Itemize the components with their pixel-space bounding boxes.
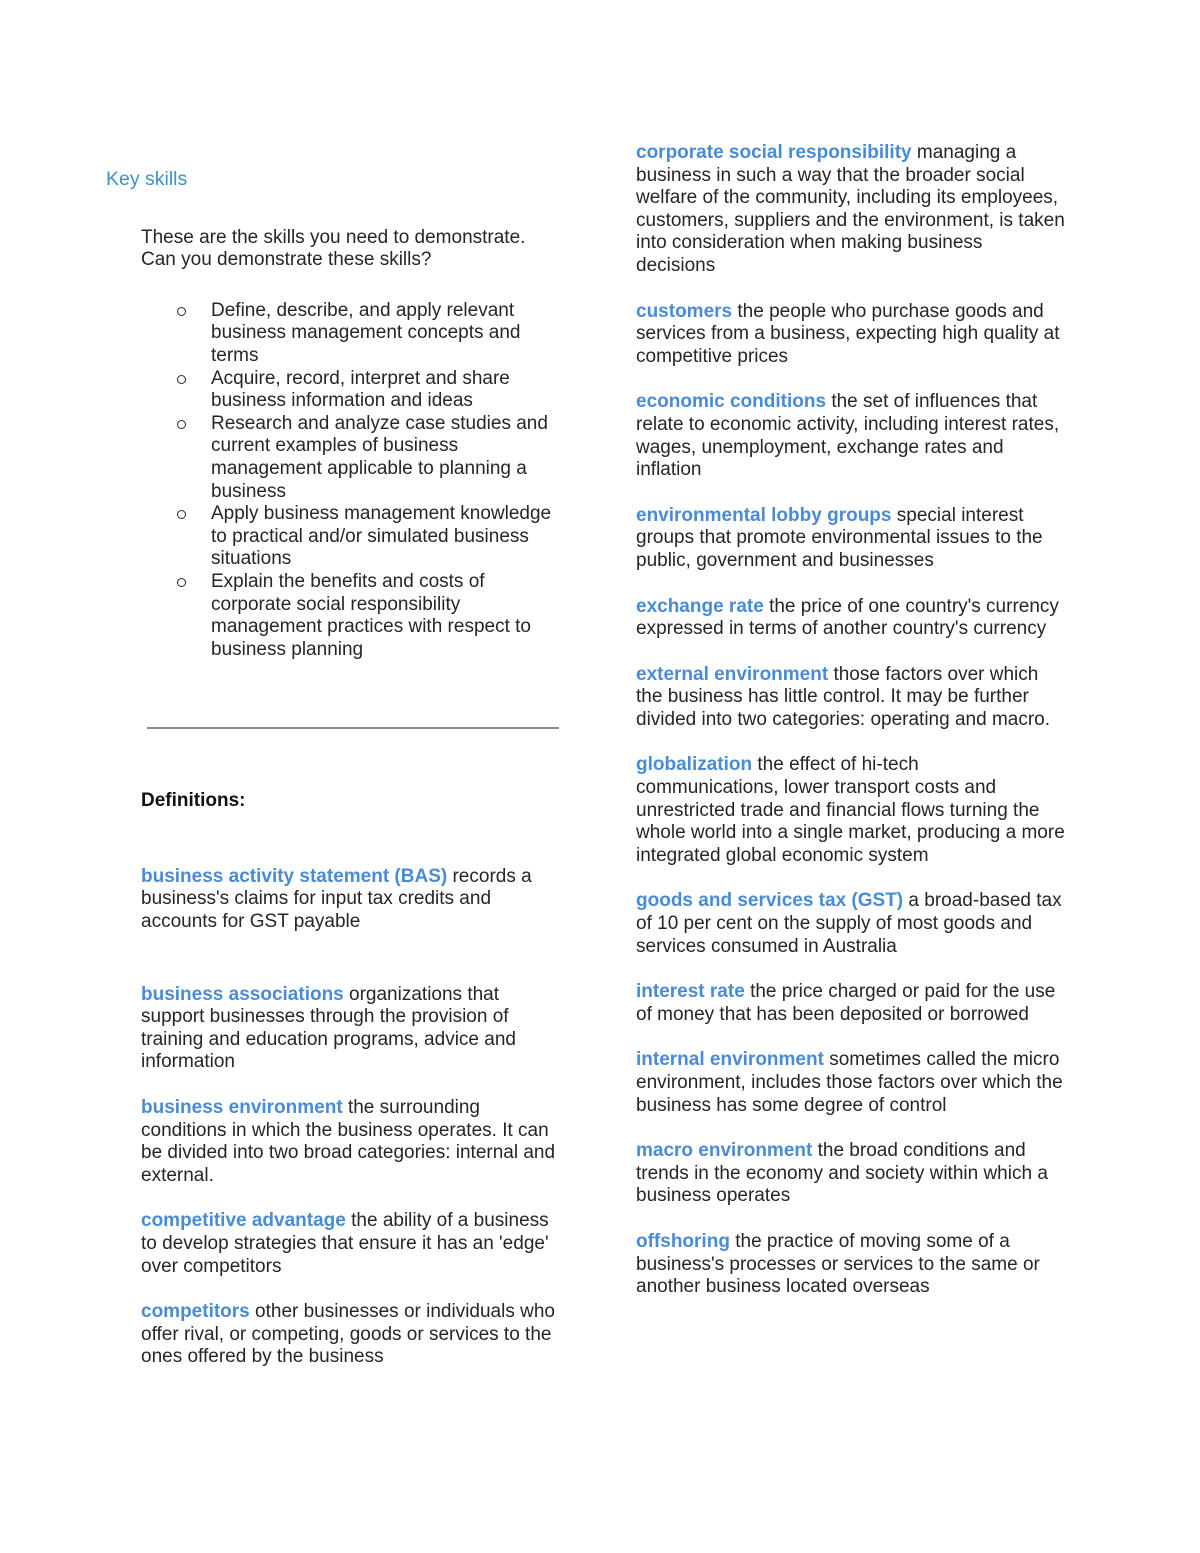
definition-item — [141, 1210, 566, 1278]
definitions-title: Definitions: — [141, 790, 246, 812]
definition-item — [636, 1231, 1066, 1299]
definition-item — [636, 1049, 1066, 1117]
key-skills-heading: Key skills — [106, 168, 188, 190]
definition-text: a broad-based tax of 10 per cent on the supply of most goods and services consumed in Australia — [636, 890, 1062, 957]
definition-item — [141, 866, 566, 934]
definition-term: customers — [636, 300, 733, 322]
definition-text: the price charged or paid for the use of money that has been deposited or borrowed — [636, 981, 1056, 1025]
right-column — [636, 142, 1066, 1322]
definition-term: corporate social responsibility — [636, 142, 912, 163]
section-divider — [147, 727, 559, 729]
skills-list-item — [141, 571, 566, 661]
definition-item — [636, 754, 1066, 867]
key-skills-intro — [141, 227, 566, 272]
skill-text: Research and analyze case studies and current examples of business management applicable to planning a business — [211, 412, 548, 502]
skill-text: Apply business management knowledge to practical and/or simulated business situations — [211, 503, 552, 570]
definition-text: managing a business in such a way that the broader social welfare of the community, including its employees, customers, suppliers and the environment, is taken into consideration when making business decisions — [636, 142, 1065, 276]
definition-term: exchange rate — [636, 595, 764, 617]
definition-term: offshoring — [636, 1230, 730, 1252]
definition-term: competitive advantage — [141, 1210, 346, 1232]
skills-list-item — [141, 368, 566, 413]
definition-text: the surrounding conditions in which the business operates. It can be divided into two broad categories: internal and external. — [141, 1097, 556, 1186]
skills-list — [141, 300, 566, 662]
skill-text: Define, describe, and apply relevant business management concepts and terms — [211, 299, 521, 366]
definition-term: external environment — [636, 663, 829, 685]
circle-bullet-icon — [177, 420, 186, 429]
definition-text: the set of influences that relate to economic activity, including interest rates, wages, unemployment, exchange rates and inflation — [636, 391, 1060, 481]
skill-text: Acquire, record, interpret and share business information and ideas — [211, 367, 510, 412]
definition-text: organizations that support businesses through the provision of training and education programs, advice and information — [141, 983, 516, 1073]
intro-line: These are the skills you need to demonstrate. — [141, 226, 526, 248]
definition-item — [636, 890, 1066, 958]
definition-item — [636, 142, 1066, 278]
definition-item — [141, 1301, 566, 1369]
definition-text: the price of one country's currency expressed in terms of another country's currency — [636, 595, 1059, 640]
definition-item — [636, 1140, 1066, 1208]
definition-text: the broad conditions and trends in the economy and society within which a business operates — [636, 1140, 1048, 1207]
skill-text: Explain the benefits and costs of corporate social responsibility management practices with respect to business planning — [211, 570, 531, 660]
definition-term: interest rate — [636, 981, 745, 1003]
definitions-list-left — [141, 866, 566, 1369]
definition-text: those factors over which the business has little control. It may be further divided into two categories: operating and macro. — [636, 663, 1051, 730]
definition-text: other businesses or individuals who offer rival, or competing, goods or services to the ones offered by the business — [141, 1301, 555, 1368]
definition-text: the ability of a business to develop strategies that ensure it has an 'edge' over competitors — [141, 1210, 549, 1277]
definition-item — [636, 391, 1066, 481]
skills-list-item — [141, 413, 566, 503]
definition-term: globalization — [636, 754, 753, 776]
definition-item — [141, 984, 566, 1074]
definition-term: competitors — [141, 1301, 250, 1323]
definition-text: the practice of moving some of a business's processes or services to the same or another business located overseas — [636, 1230, 1040, 1298]
definition-item — [636, 505, 1066, 573]
definition-text: the people who purchase goods and services from a business, expecting high quality at competitive prices — [636, 300, 1060, 367]
definition-term: environmental lobby groups — [636, 504, 892, 526]
circle-bullet-icon — [177, 375, 186, 384]
definition-text: records a business's claims for input tax credits and accounts for GST payable — [141, 865, 532, 933]
definition-term: economic conditions — [636, 391, 827, 413]
skills-list-item — [141, 300, 566, 368]
definition-item — [636, 981, 1066, 1026]
circle-bullet-icon — [177, 307, 186, 316]
definition-item — [636, 301, 1066, 369]
definition-item — [141, 1097, 566, 1187]
definition-text: special interest groups that promote environmental issues to the public, government and businesses — [636, 504, 1043, 571]
definition-term: macro environment — [636, 1140, 813, 1162]
circle-bullet-icon — [177, 578, 186, 587]
intro-line: Can you demonstrate these skills? — [141, 249, 432, 271]
definition-term: business activity statement (BAS) — [141, 865, 448, 887]
definition-text: sometimes called the micro environment, includes those factors over which the business has some degree of control — [636, 1049, 1063, 1116]
definition-term: goods and services tax (GST) — [636, 890, 904, 912]
definition-text: the effect of hi-tech communications, lower transport costs and unrestricted trade and financial flows turning the whole world into a single market, producing a more integrated global economic system — [636, 754, 1065, 866]
definition-term: internal environment — [636, 1049, 824, 1071]
definition-term: business associations — [141, 983, 344, 1005]
definition-item — [636, 596, 1066, 641]
definition-term: business environment — [141, 1097, 343, 1119]
definition-item — [636, 664, 1066, 732]
circle-bullet-icon — [177, 510, 186, 519]
skills-list-item — [141, 503, 566, 571]
left-column — [106, 168, 566, 1392]
